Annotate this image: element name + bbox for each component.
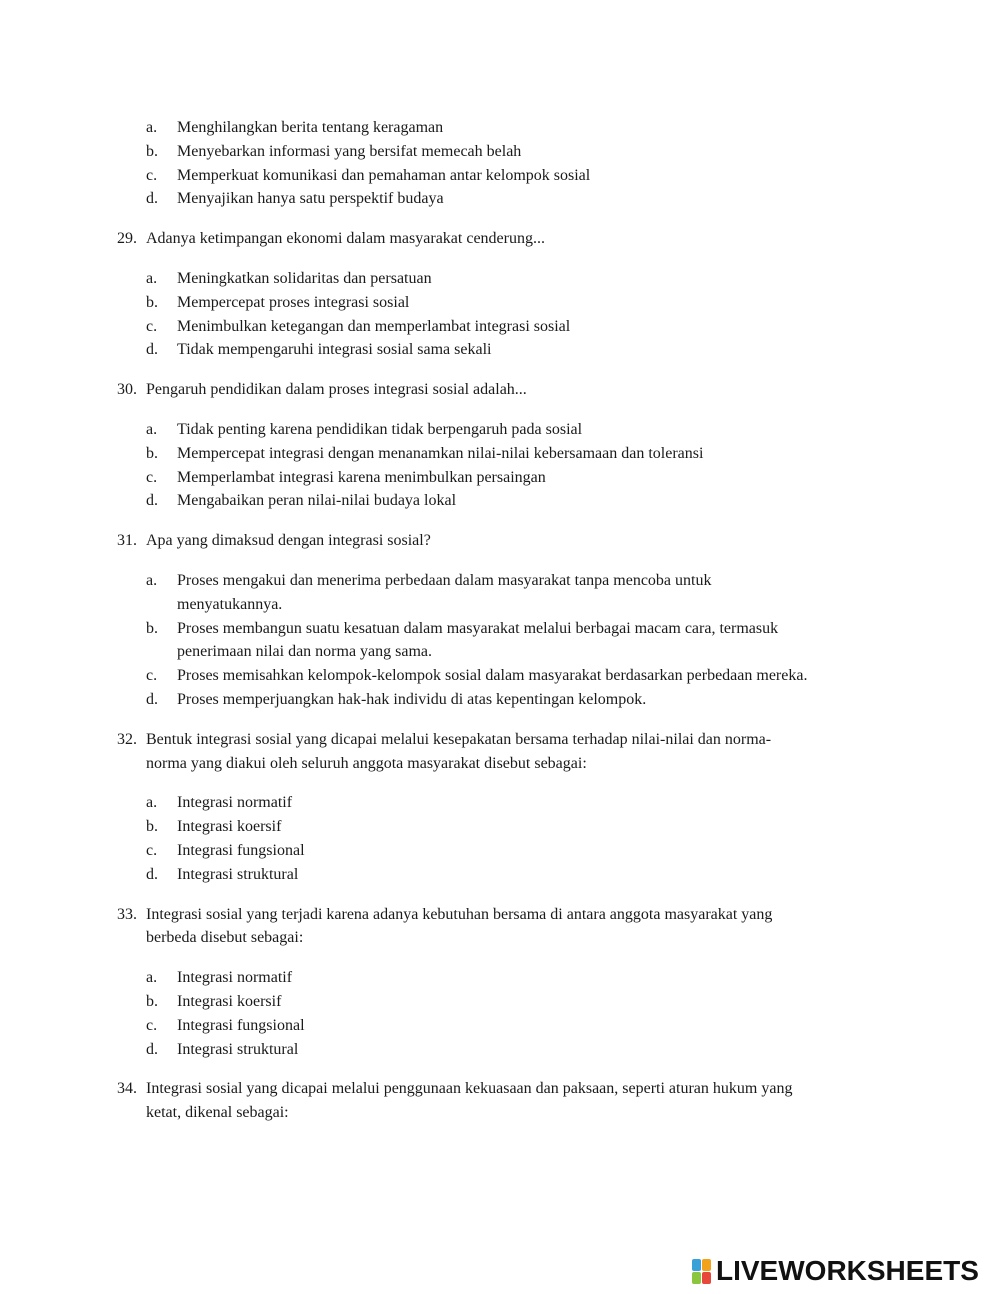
option-label: c. xyxy=(146,166,158,184)
option-label: a. xyxy=(146,421,158,438)
option-label: a. xyxy=(146,270,158,287)
option-text: Integrasi koersif xyxy=(177,993,282,1010)
option-text: Menyebarkan informasi yang bersifat memecah belah xyxy=(177,142,522,160)
option-text: Integrasi normatif xyxy=(177,969,293,987)
question-text: Bentuk integrasi sosial yang dicapai melalui kesepakatan bersama terhadap nilai-nilai dan norma- xyxy=(146,730,772,748)
liveworksheets-logo xyxy=(692,1254,979,1288)
option-text: Proses memperjuangkan hak-hak individu di atas kepentingan kelompok. xyxy=(177,691,647,708)
option-text: Mempercepat proses integrasi sosial xyxy=(177,293,410,311)
option-text: Mengabaikan peran nilai-nilai budaya lokal xyxy=(177,492,457,510)
option-text: Memperkuat komunikasi dan pemahaman antar kelompok sosial xyxy=(177,166,591,184)
option-text: Menimbulkan ketegangan dan memperlambat integrasi sosial xyxy=(177,317,571,335)
option-text: Memperlambat integrasi karena menimbulkan persaingan xyxy=(177,468,546,486)
option-label: c. xyxy=(146,1016,158,1034)
option-label: b. xyxy=(146,993,158,1010)
question-text: Pengaruh pendidikan dalam proses integrasi sosial adalah... xyxy=(146,381,527,399)
option-label: a. xyxy=(146,794,158,812)
option-label: c. xyxy=(146,667,158,685)
option-label: c. xyxy=(146,842,158,859)
question-number: 32. xyxy=(117,730,137,748)
option-label: d. xyxy=(146,341,158,359)
option-text: Menghilangkan berita tentang keragaman xyxy=(177,119,444,136)
option-text: Meningkatkan solidaritas dan persatuan xyxy=(177,270,432,287)
option-label: b. xyxy=(146,293,158,311)
question-text: ketat, dikenal sebagai: xyxy=(146,1104,289,1122)
option-text: Proses membangun suatu kesatuan dalam masyarakat melalui berbagai macam cara, termasuk xyxy=(177,619,779,637)
option-label: c. xyxy=(146,317,158,335)
option-text: Integrasi fungsional xyxy=(177,842,305,859)
question-text: Integrasi sosial yang dicapai melalui penggunaan kekuasaan dan paksaan, seperti aturan hukum yang xyxy=(146,1080,793,1098)
question-number: 31. xyxy=(117,532,137,550)
option-label: d. xyxy=(146,1040,158,1058)
option-text: Menyajikan hanya satu perspektif budaya xyxy=(177,190,444,208)
question-number: 29. xyxy=(117,230,137,248)
question-text: Adanya ketimpangan ekonomi dalam masyarakat cenderung... xyxy=(146,230,545,248)
option-label: c. xyxy=(146,468,158,486)
liveworksheets-logo-icon xyxy=(692,1257,712,1285)
option-text: Mempercepat integrasi dengan menanamkan nilai-nilai kebersamaan dan toleransi xyxy=(177,444,704,462)
option-text: Proses mengakui dan menerima perbedaan dalam masyarakat tanpa mencoba untuk xyxy=(177,572,712,589)
option-text: Integrasi struktural xyxy=(177,865,299,883)
option-text: Integrasi struktural xyxy=(177,1040,299,1058)
option-text: penerimaan nilai dan norma yang sama. xyxy=(177,643,433,661)
option-label: a. xyxy=(146,119,158,136)
question-text: berbeda disebut sebagai: xyxy=(146,929,304,947)
option-text: Tidak penting karena pendidikan tidak berpengaruh pada sosial xyxy=(177,421,583,438)
question-number: 34. xyxy=(117,1080,137,1098)
option-text: menyatukannya. xyxy=(177,595,283,613)
option-label: d. xyxy=(146,865,158,883)
option-label: d. xyxy=(146,492,158,510)
option-label: d. xyxy=(146,190,158,208)
question-number: 30. xyxy=(117,381,137,399)
option-label: d. xyxy=(146,691,158,708)
question-text: Integrasi sosial yang terjadi karena adanya kebutuhan bersama di antara anggota masyarakat yang xyxy=(146,905,773,923)
option-label: a. xyxy=(146,969,158,987)
option-label: b. xyxy=(146,142,158,160)
option-text: Integrasi koersif xyxy=(177,818,282,836)
option-text: Proses memisahkan kelompok-kelompok sosial dalam masyarakat berdasarkan perbedaan mereka. xyxy=(177,667,808,685)
liveworksheets-logo-text: LIVEWORKSHEETS xyxy=(716,1255,979,1286)
option-label: b. xyxy=(146,444,158,462)
option-text: Tidak mempengaruhi integrasi sosial sama sekali xyxy=(177,341,492,359)
question-text: Apa yang dimaksud dengan integrasi sosial? xyxy=(146,532,431,550)
option-label: b. xyxy=(146,619,158,637)
option-text: Integrasi fungsional xyxy=(177,1016,305,1034)
option-text: Integrasi normatif xyxy=(177,794,293,812)
question-text: norma yang diakui oleh seluruh anggota masyarakat disebut sebagai: xyxy=(146,754,587,772)
question-number: 33. xyxy=(117,905,137,923)
option-label: b. xyxy=(146,818,158,836)
option-label: a. xyxy=(146,572,158,589)
